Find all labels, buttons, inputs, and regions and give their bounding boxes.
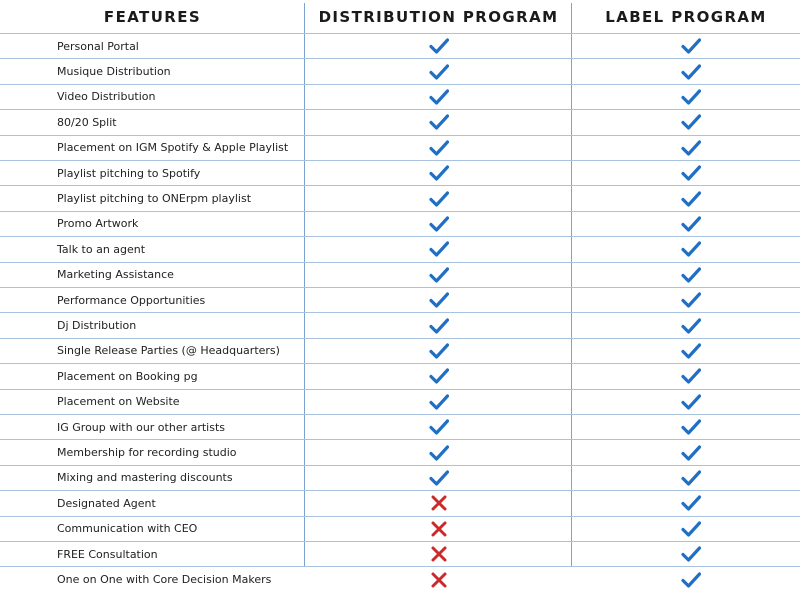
- table-row: [0, 135, 800, 160]
- check-icon: [572, 263, 800, 287]
- feature-label: Dj Distribution: [57, 319, 137, 333]
- check-icon: [305, 212, 572, 236]
- feature-label: One on One with Core Decision Makers: [57, 573, 272, 587]
- table-row: [0, 236, 800, 261]
- feature-label: Placement on Website: [57, 395, 180, 409]
- check-icon: [305, 59, 572, 83]
- table-row: [0, 33, 800, 58]
- check-icon: [572, 288, 800, 312]
- check-icon: [305, 110, 572, 134]
- check-icon: [305, 263, 572, 287]
- feature-label: Mixing and mastering discounts: [57, 471, 233, 485]
- check-icon: [572, 161, 800, 185]
- feature-label: Designated Agent: [57, 496, 156, 510]
- table-row: [0, 312, 800, 337]
- check-icon: [572, 517, 800, 541]
- table-row: [0, 84, 800, 109]
- check-icon: [572, 415, 800, 439]
- table-row: [0, 262, 800, 287]
- feature-label: FREE Consultation: [57, 547, 158, 561]
- check-icon: [305, 466, 572, 490]
- cross-icon: [305, 567, 572, 591]
- table-row: [0, 566, 800, 591]
- table-row: [0, 185, 800, 210]
- cross-icon: [305, 542, 572, 566]
- feature-label: Placement on IGM Spotify & Apple Playlist: [57, 141, 289, 155]
- check-icon: [572, 491, 800, 515]
- table-header: [0, 0, 800, 33]
- check-icon: [572, 212, 800, 236]
- check-icon: [572, 364, 800, 388]
- check-icon: [305, 313, 572, 337]
- table-row: [0, 490, 800, 515]
- feature-label: Talk to an agent: [57, 242, 146, 256]
- check-icon: [572, 85, 800, 109]
- check-icon: [572, 339, 800, 363]
- table-row: [0, 516, 800, 541]
- check-icon: [305, 339, 572, 363]
- check-icon: [305, 364, 572, 388]
- check-icon: [572, 59, 800, 83]
- table-row: [0, 338, 800, 363]
- table-row: [0, 109, 800, 134]
- cross-icon: [305, 491, 572, 515]
- feature-label: Marketing Assistance: [57, 268, 174, 282]
- table-row: [0, 287, 800, 312]
- table-row: [0, 363, 800, 388]
- feature-label: Membership for recording studio: [57, 446, 237, 460]
- check-icon: [572, 440, 800, 464]
- check-icon: [572, 390, 800, 414]
- check-icon: [572, 186, 800, 210]
- feature-label: Single Release Parties (@ Headquarters): [57, 344, 280, 358]
- check-icon: [572, 313, 800, 337]
- header-label-program: LABEL PROGRAM: [605, 7, 767, 26]
- feature-label: 80/20 Split: [57, 115, 117, 129]
- check-icon: [305, 288, 572, 312]
- table-row: [0, 389, 800, 414]
- header-distribution-program: DISTRIBUTION PROGRAM: [318, 7, 559, 26]
- check-icon: [572, 34, 800, 58]
- check-icon: [305, 34, 572, 58]
- check-icon: [305, 161, 572, 185]
- check-icon: [572, 110, 800, 134]
- table-row: [0, 414, 800, 439]
- check-icon: [305, 440, 572, 464]
- feature-label: Performance Opportunities: [57, 293, 206, 307]
- table-row: [0, 465, 800, 490]
- cross-icon: [305, 517, 572, 541]
- table-row: [0, 439, 800, 464]
- table-row: [0, 541, 800, 566]
- check-icon: [572, 542, 800, 566]
- check-icon: [305, 136, 572, 160]
- feature-label: Playlist pitching to Spotify: [57, 166, 201, 180]
- feature-label: Placement on Booking pg: [57, 369, 198, 383]
- check-icon: [572, 567, 800, 591]
- check-icon: [305, 85, 572, 109]
- check-icon: [305, 237, 572, 261]
- check-icon: [305, 415, 572, 439]
- check-icon: [572, 136, 800, 160]
- table-row: [0, 58, 800, 83]
- feature-label: Musique Distribution: [57, 65, 171, 79]
- feature-label: Personal Portal: [57, 39, 139, 53]
- feature-label: IG Group with our other artists: [57, 420, 226, 434]
- check-icon: [572, 466, 800, 490]
- feature-label: Promo Artwork: [57, 217, 139, 231]
- table-row: [0, 211, 800, 236]
- feature-label: Communication with CEO: [57, 522, 198, 536]
- check-icon: [305, 186, 572, 210]
- feature-label: Playlist pitching to ONErpm playlist: [57, 192, 252, 206]
- table-row: [0, 160, 800, 185]
- check-icon: [305, 390, 572, 414]
- header-features: FEATURES: [103, 7, 202, 26]
- feature-label: Video Distribution: [57, 90, 156, 104]
- check-icon: [572, 237, 800, 261]
